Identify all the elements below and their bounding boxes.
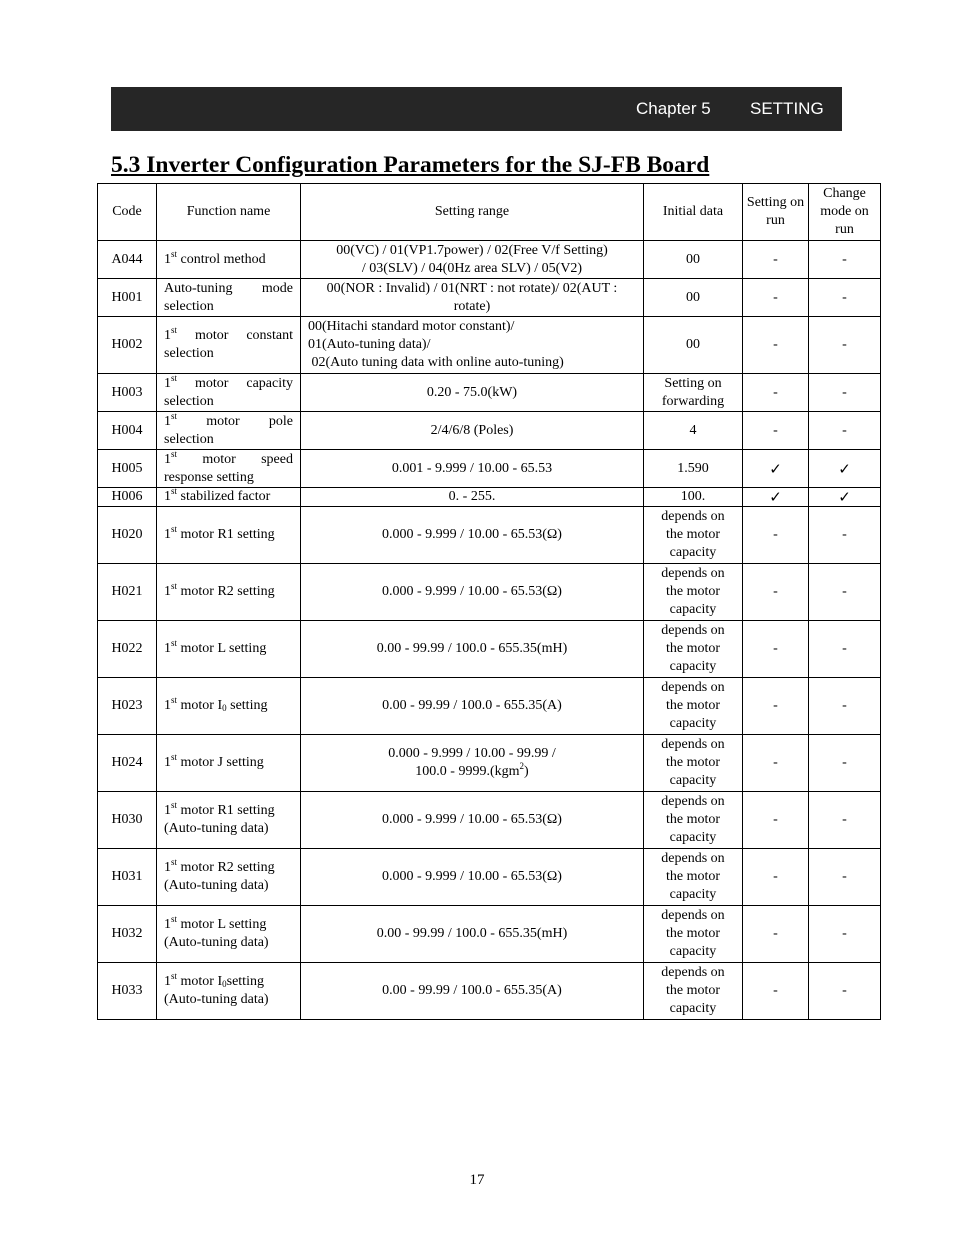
- setting-on-run-cell: -: [743, 564, 809, 621]
- header-change-mode-on-run: Change mode on run: [809, 184, 881, 241]
- setting-on-run-cell: -: [743, 317, 809, 374]
- table-row: [98, 906, 881, 963]
- parameters-table: [97, 183, 881, 1020]
- table-row: [98, 621, 881, 678]
- initial-data-cell: depends on the motor capacity: [644, 564, 743, 621]
- setting-range-cell: 0.000 - 9.999 / 10.00 - 99.99 / 100.0 - 9999.(kgm$^2$): [301, 735, 644, 792]
- setting-on-run-cell: -: [743, 678, 809, 735]
- change-on-run-cell: -: [809, 963, 881, 1020]
- code-cell: H002: [98, 317, 157, 374]
- setting-on-run-cell: -: [743, 241, 809, 279]
- initial-data-cell: 1.590: [644, 450, 743, 488]
- initial-data-cell: 100.: [644, 488, 743, 507]
- header-setting-on-run: Setting on run: [743, 184, 809, 241]
- table-row: [98, 374, 881, 412]
- checkmark-icon: ✓: [809, 488, 881, 507]
- setting-range-cell: 0.000 - 9.999 / 10.00 - 65.53(Ω): [301, 564, 644, 621]
- code-cell: H031: [98, 849, 157, 906]
- setting-range-cell: 0.00 - 99.99 / 100.0 - 655.35(A): [301, 678, 644, 735]
- initial-data-cell: depends on the motor capacity: [644, 678, 743, 735]
- function-name-cell: 1st motor L setting: [157, 621, 301, 678]
- change-on-run-cell: -: [809, 678, 881, 735]
- table-row: [98, 317, 881, 374]
- table-row: [98, 678, 881, 735]
- function-name-cell: Auto-tuning mode selection: [157, 279, 301, 317]
- table-row: [98, 450, 881, 488]
- code-cell: H020: [98, 507, 157, 564]
- setting-on-run-cell: -: [743, 507, 809, 564]
- code-cell: H030: [98, 792, 157, 849]
- table-row: [98, 488, 881, 507]
- code-cell: H024: [98, 735, 157, 792]
- initial-data-cell: depends on the motor capacity: [644, 906, 743, 963]
- function-name-cell: 1st motor R1 setting (Auto-tuning data): [157, 792, 301, 849]
- initial-data-cell: Setting on forwarding: [644, 374, 743, 412]
- function-name-cell: 1st motor speed response setting: [157, 450, 301, 488]
- table-row: [98, 564, 881, 621]
- chapter-header-bar: [111, 87, 842, 131]
- setting-on-run-cell: -: [743, 374, 809, 412]
- setting-on-run-cell: -: [743, 621, 809, 678]
- setting-on-run-cell: -: [743, 849, 809, 906]
- setting-range-cell: 0.001 - 9.999 / 10.00 - 65.53: [301, 450, 644, 488]
- code-cell: H001: [98, 279, 157, 317]
- table-row: [98, 241, 881, 279]
- page-title: 5.3 Inverter Configuration Parameters for the SJ-FB Board: [111, 152, 710, 178]
- table-row: [98, 735, 881, 792]
- chapter-label: Chapter 5: [636, 99, 711, 118]
- code-cell: H003: [98, 374, 157, 412]
- initial-data-cell: depends on the motor capacity: [644, 507, 743, 564]
- function-name-cell: 1st motor R2 setting: [157, 564, 301, 621]
- setting-on-run-cell: -: [743, 906, 809, 963]
- function-name-cell: 1st motor R1 setting: [157, 507, 301, 564]
- setting-range-cell: 0.000 - 9.999 / 10.00 - 65.53(Ω): [301, 792, 644, 849]
- function-name-cell: 1st motor R2 setting (Auto-tuning data): [157, 849, 301, 906]
- function-name-cell: 1st motor $I_0$ setting: [157, 678, 301, 735]
- setting-range-cell: 0.20 - 75.0(kW): [301, 374, 644, 412]
- function-name-cell: 1st motor pole selection: [157, 412, 301, 450]
- table-row: [98, 412, 881, 450]
- initial-data-cell: 4: [644, 412, 743, 450]
- change-on-run-cell: -: [809, 279, 881, 317]
- setting-on-run-cell: -: [743, 735, 809, 792]
- code-cell: H021: [98, 564, 157, 621]
- function-name-cell: 1st motor J setting: [157, 735, 301, 792]
- code-cell: H005: [98, 450, 157, 488]
- change-on-run-cell: -: [809, 906, 881, 963]
- function-name-cell: 1st motor constant selection: [157, 317, 301, 374]
- initial-data-cell: depends on the motor capacity: [644, 792, 743, 849]
- change-on-run-cell: -: [809, 564, 881, 621]
- table-row: [98, 792, 881, 849]
- initial-data-cell: 00: [644, 279, 743, 317]
- checkmark-icon: ✓: [809, 450, 881, 488]
- setting-on-run-cell: -: [743, 963, 809, 1020]
- function-name-cell: 1st stabilized factor: [157, 488, 301, 507]
- setting-range-cell: 0.00 - 99.99 / 100.0 - 655.35(mH): [301, 906, 644, 963]
- setting-on-run-cell: -: [743, 792, 809, 849]
- change-on-run-cell: -: [809, 849, 881, 906]
- change-on-run-cell: -: [809, 412, 881, 450]
- code-cell: A044: [98, 241, 157, 279]
- change-on-run-cell: -: [809, 317, 881, 374]
- setting-on-run-cell: -: [743, 279, 809, 317]
- code-cell: H004: [98, 412, 157, 450]
- code-cell: H006: [98, 488, 157, 507]
- setting-range-cell: 00(VC) / 01(VP1.7power) / 02(Free V/f Setting) / 03(SLV) / 04(0Hz area SLV) / 05(V2): [301, 241, 644, 279]
- table-row: [98, 963, 881, 1020]
- setting-on-run-cell: -: [743, 412, 809, 450]
- code-cell: H032: [98, 906, 157, 963]
- header-code: Code: [98, 184, 157, 241]
- table-row: [98, 849, 881, 906]
- initial-data-cell: 00: [644, 317, 743, 374]
- initial-data-cell: depends on the motor capacity: [644, 735, 743, 792]
- change-on-run-cell: -: [809, 792, 881, 849]
- function-name-cell: 1st motor L setting (Auto-tuning data): [157, 906, 301, 963]
- function-name-cell: 1st control method: [157, 241, 301, 279]
- header-setting-range: Setting range: [301, 184, 644, 241]
- setting-range-cell: 0.00 - 99.99 / 100.0 - 655.35(A): [301, 963, 644, 1020]
- code-cell: H033: [98, 963, 157, 1020]
- change-on-run-cell: -: [809, 507, 881, 564]
- initial-data-cell: depends on the motor capacity: [644, 849, 743, 906]
- initial-data-cell: depends on the motor capacity: [644, 963, 743, 1020]
- code-cell: H023: [98, 678, 157, 735]
- checkmark-icon: ✓: [743, 450, 809, 488]
- change-on-run-cell: -: [809, 735, 881, 792]
- section-label: SETTING: [750, 99, 824, 118]
- setting-range-cell: 0.000 - 9.999 / 10.00 - 65.53(Ω): [301, 849, 644, 906]
- function-name-cell: 1st motor $I_0setting$ (Auto-tuning data): [157, 963, 301, 1020]
- change-on-run-cell: -: [809, 621, 881, 678]
- table-row: [98, 507, 881, 564]
- setting-range-cell: 00(NOR : Invalid) / 01(NRT : not rotate)/ 02(AUT : rotate): [301, 279, 644, 317]
- function-name-cell: 1st motor capacity selection: [157, 374, 301, 412]
- table-row: [98, 279, 881, 317]
- table-header-row: [98, 184, 881, 241]
- initial-data-cell: depends on the motor capacity: [644, 621, 743, 678]
- setting-range-cell: 0.000 - 9.999 / 10.00 - 65.53(Ω): [301, 507, 644, 564]
- change-on-run-cell: -: [809, 241, 881, 279]
- header-initial-data: Initial data: [644, 184, 743, 241]
- setting-range-cell: 2/4/6/8 (Poles): [301, 412, 644, 450]
- setting-range-cell: 0. - 255.: [301, 488, 644, 507]
- code-cell: H022: [98, 621, 157, 678]
- initial-data-cell: 00: [644, 241, 743, 279]
- checkmark-icon: ✓: [743, 488, 809, 507]
- setting-range-cell: 0.00 - 99.99 / 100.0 - 655.35(mH): [301, 621, 644, 678]
- setting-range-cell: 00(Hitachi standard motor constant)/ 01(Auto-tuning data)/ 02(Auto tuning data with online auto-tuning): [301, 317, 644, 374]
- change-on-run-cell: -: [809, 374, 881, 412]
- header-function-name: Function name: [157, 184, 301, 241]
- page-number: 17: [469, 1172, 485, 1188]
